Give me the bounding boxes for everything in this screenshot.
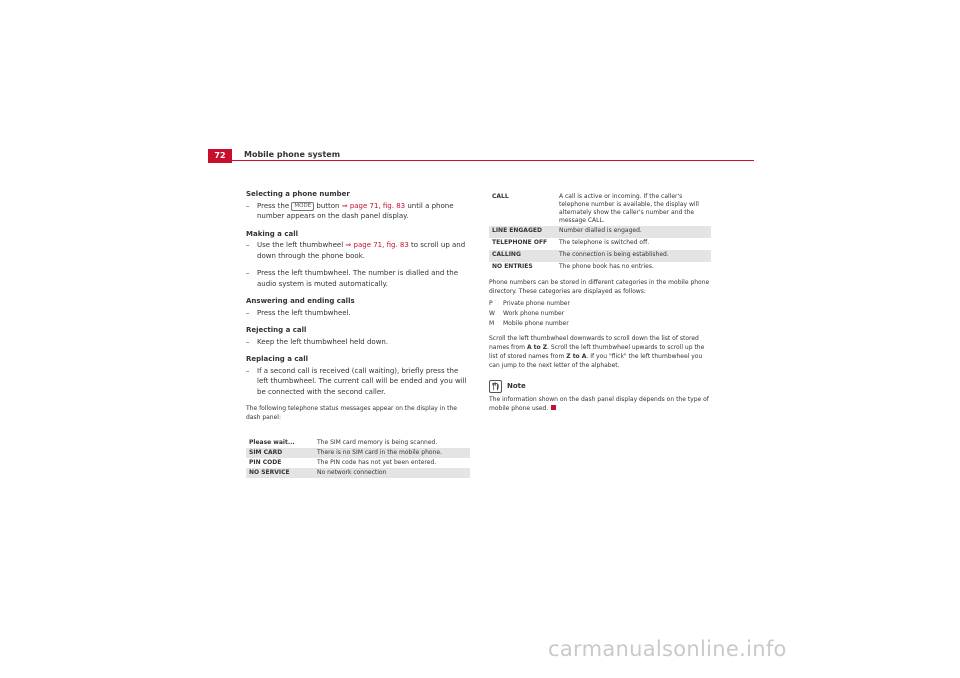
scroll-instructions: Scroll the left thumbwheel downwards to scroll down the list of stored names from A to Z. Scroll the left thumbwheel upwards to scroll up the list of stored names from Z to A. If you "flick" the left thumbwheel you can jump to the next letter of the alphabet. (489, 335, 705, 369)
status-desc: The phone book has no entries. (556, 262, 711, 274)
status-code: CALLING (489, 250, 556, 262)
heading-making: Making a call (246, 229, 299, 238)
status-desc: No network connection (314, 468, 470, 478)
step-selecting: – Press the MODE button ⇒ page 71, fig. 83 until a phone number appears on the dash panel display. (246, 201, 454, 220)
table-row (489, 238, 711, 250)
header-rule (232, 160, 754, 161)
table-row (489, 192, 711, 226)
right-column (489, 192, 711, 416)
table-row (246, 468, 470, 478)
heading-replacing: Replacing a call (246, 355, 309, 363)
table-row (246, 458, 470, 468)
status-intro: The following telephone status messages appear on the display in the dash panel: (246, 405, 457, 421)
status-code: SIM CARD (246, 448, 314, 458)
categories-intro: Phone numbers can be stored in different categories in the mobile phone directory. These categories are displayed as follows: (489, 279, 710, 295)
list-item: M Mobile phone number (489, 320, 569, 327)
step-answering: – Press the left thumbwheel. (246, 308, 351, 317)
step-making-2: – Press the left thumbwheel. The number is dialled and the audio system is muted automatically. (246, 269, 459, 288)
status-table-left (246, 438, 470, 478)
note-header (489, 380, 711, 393)
step-making-1: – Use the left thumbwheel ⇒ page 71, fig. 83 to scroll up and down through the phone book. (246, 241, 466, 260)
table-row (246, 438, 470, 448)
heading-rejecting: Rejecting a call (246, 326, 307, 334)
status-code: LINE ENGAGED (489, 226, 556, 238)
status-desc: Number dialled is engaged. (556, 226, 711, 238)
status-desc: The connection is being established. (556, 250, 711, 262)
heading-selecting: Selecting a phone number (246, 190, 350, 198)
end-of-section-icon (551, 405, 556, 410)
status-table-right (489, 192, 711, 274)
chapter-title: Mobile phone system (244, 150, 341, 159)
list-item: W Work phone number (489, 310, 565, 317)
table-row (489, 262, 711, 274)
note-label: Note (507, 382, 526, 391)
table-row (489, 250, 711, 262)
list-item: P Private phone number (489, 300, 570, 307)
page-ref-link[interactable]: ⇒ page 71, fig. 83 (341, 201, 406, 210)
status-code: PIN CODE (246, 458, 314, 468)
status-code: NO SERVICE (246, 468, 314, 478)
page-ref-link[interactable]: ⇒ page 71, fig. 83 (345, 241, 409, 249)
note-hand-icon (489, 380, 502, 393)
status-code: TELEPHONE OFF (489, 238, 556, 250)
left-column (246, 189, 470, 478)
status-code: CALL (489, 192, 556, 226)
step-replacing: – If a second call is received (call waiting), briefly press the left thumbwheel. The current call will be ended and you will be connected with the second caller. (246, 366, 467, 396)
status-desc: The telephone is switched off. (556, 238, 711, 250)
status-code: NO ENTRIES (489, 262, 556, 274)
page-number: 72 (208, 149, 232, 163)
note-text: The information shown on the dash panel display depends on the type of mobile phone used. (489, 396, 709, 412)
table-row (489, 226, 711, 238)
status-desc: The PIN code has not yet been entered. (314, 458, 470, 468)
status-desc: There is no SIM card in the mobile phone. (314, 448, 470, 458)
status-desc: A call is active or incoming. If the caller's telephone number is available, the display will alternately show the caller's number and the message CALL. (556, 192, 711, 226)
heading-answering: Answering and ending calls (246, 297, 355, 305)
status-desc: The SIM card memory is being scanned. (314, 438, 470, 448)
step-rejecting: – Keep the left thumbwheel held down. (246, 337, 389, 346)
watermark: carmanualsonline.info (548, 637, 787, 661)
table-row (246, 448, 470, 458)
status-code: Please wait... (246, 438, 314, 448)
mode-button-icon: MODE (291, 202, 314, 211)
